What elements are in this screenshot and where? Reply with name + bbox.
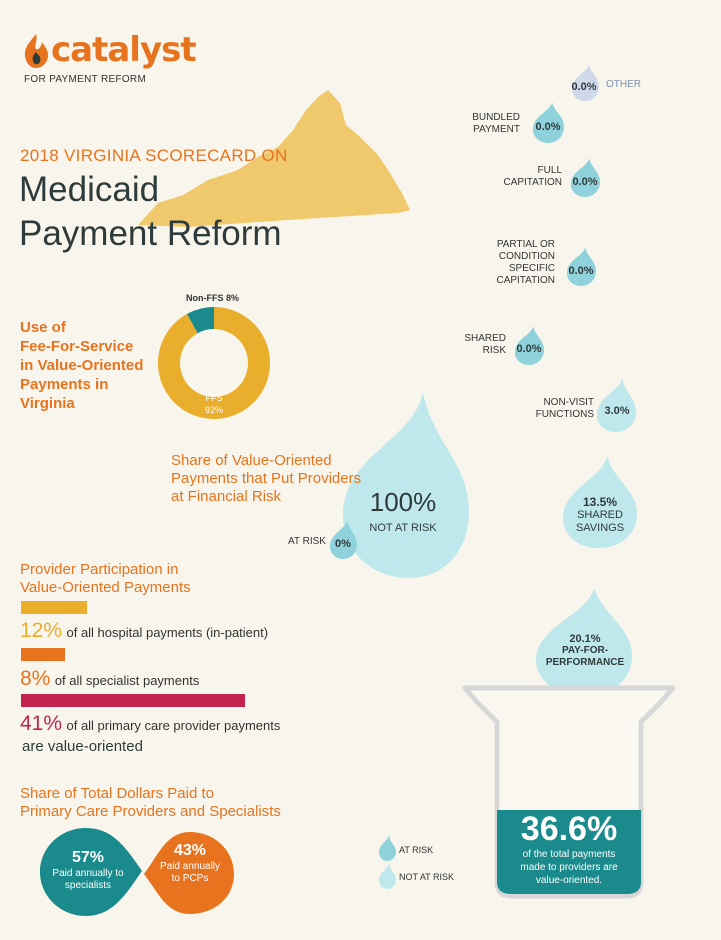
pcps-line: to PCPs <box>171 873 209 884</box>
specialists-text <box>42 848 134 892</box>
participation-bar-hospital <box>21 601 87 614</box>
beaker-text <box>497 810 641 887</box>
drop-label-bundled <box>450 112 520 136</box>
beaker-line: of the total payments <box>522 849 616 860</box>
participation-text: of all primary care provider payments <box>66 718 281 733</box>
specialists-line: specialists <box>64 880 112 891</box>
drop-label-non-visit <box>510 397 594 421</box>
participation-title-line: Provider Participation in <box>20 561 179 578</box>
label-line: FULL <box>537 165 562 176</box>
drop-text-shared-savings <box>560 496 640 535</box>
specialists-pct: 57% <box>71 849 105 866</box>
scorecard-label: 2018 VIRGINIA SCORECARD ON <box>20 146 288 165</box>
at-risk-label: AT RISK <box>288 536 326 547</box>
drop-text-p4p <box>540 633 630 669</box>
participation-row-hospital <box>20 619 268 643</box>
ffs-label-pct: 92% <box>204 405 223 415</box>
ffs-title-line: Virginia <box>20 395 75 412</box>
label-line: SHARED <box>464 333 506 344</box>
risk-title-line: Share of Value-Oriented <box>171 452 332 469</box>
drop-value-full-cap: 0.0% <box>572 176 598 188</box>
participation-bar-pcp <box>21 694 245 707</box>
legend-not-at-risk-icon <box>376 862 398 890</box>
label-line: FUNCTIONS <box>535 409 594 420</box>
drop-value-shared-risk: 0.0% <box>516 343 542 355</box>
label-line: SPECIFIC <box>508 263 555 274</box>
participation-bar-specialist <box>21 648 65 661</box>
legend-not-at-risk-label: NOT AT RISK <box>399 872 455 882</box>
specialists-line: Paid annually to <box>52 868 124 879</box>
label-line: RISK <box>482 345 506 356</box>
label-line: CAPITATION <box>496 275 555 286</box>
beaker-line: made to providers are <box>520 862 618 873</box>
legend-at-risk-icon <box>376 834 398 862</box>
ffs-title-line: in Value-Oriented <box>20 357 144 374</box>
ffs-label <box>188 392 240 416</box>
drop-label-partial-cap <box>470 239 555 287</box>
participation-row-pcp <box>20 712 280 736</box>
label-line: CAPITATION <box>503 177 562 188</box>
participation-pct: 41% <box>20 712 63 735</box>
drop-label-shared-risk <box>440 333 506 357</box>
ffs-label-text: FFS <box>205 393 223 403</box>
participation-pct: 12% <box>20 619 63 642</box>
label-line: PAY-FOR- <box>561 645 609 656</box>
drop-value-partial-cap: 0.0% <box>568 265 594 277</box>
drop-value-other: 0.0% <box>571 81 597 93</box>
not-at-risk-label: NOT AT RISK <box>369 522 437 534</box>
page-title <box>19 168 282 256</box>
participation-pct: 8% <box>20 667 51 690</box>
pcps-pct: 43% <box>173 842 207 859</box>
ffs-title <box>20 318 143 413</box>
drop-label-other: OTHER <box>606 79 641 90</box>
label-line: PAYMENT <box>473 124 520 135</box>
participation-suffix: are value-oriented <box>22 738 143 755</box>
participation-text: of all specialist payments <box>54 673 200 688</box>
drop-value-p4p: 20.1% <box>569 633 601 645</box>
drop-value-shared-savings: 13.5% <box>582 495 618 509</box>
flame-icon <box>21 32 51 70</box>
dollars-title-line: Primary Care Providers and Specialists <box>20 803 281 820</box>
dollars-title-line: Share of Total Dollars Paid to <box>20 785 214 802</box>
pcps-text <box>152 841 228 885</box>
logo-subtitle: FOR PAYMENT REFORM <box>24 74 147 85</box>
logo-wordmark: catalyst <box>51 30 196 70</box>
ffs-title-line: Use of <box>20 319 66 336</box>
nonffs-label: Non-FFS 8% <box>186 293 239 303</box>
label-line: NON-VISIT <box>543 397 594 408</box>
label-line: CONDITION <box>498 251 555 262</box>
participation-title <box>20 561 191 597</box>
risk-title <box>171 452 361 506</box>
beaker-line: value-oriented. <box>535 875 603 886</box>
at-risk-value: 0% <box>335 538 351 550</box>
drop-value-bundled: 0.0% <box>535 121 561 133</box>
dollars-title <box>20 785 281 821</box>
label-line: BUNDLED <box>472 112 520 123</box>
drop-value-non-visit: 3.0% <box>604 405 630 417</box>
participation-text: of all hospital payments (in-patient) <box>66 625 269 640</box>
label-line: SHARED <box>577 509 623 521</box>
label-line: SAVINGS <box>575 522 625 534</box>
title-line-1: Medicaid <box>19 170 160 209</box>
legend-at-risk-label: AT RISK <box>399 845 434 855</box>
ffs-title-line: Payments in <box>20 376 109 393</box>
label-line: PARTIAL OR <box>496 239 555 250</box>
risk-title-line: at Financial Risk <box>171 488 282 505</box>
pcps-line: Paid annually <box>159 861 221 872</box>
beaker-value: 36.6% <box>520 810 618 848</box>
participation-title-line: Value-Oriented Payments <box>20 579 191 596</box>
title-line-2: Payment Reform <box>19 214 282 253</box>
participation-row-specialist <box>20 667 199 691</box>
risk-title-line: Payments that Put Providers <box>171 470 362 487</box>
ffs-title-line: Fee-For-Service <box>20 338 134 355</box>
not-at-risk-value: 100% <box>369 487 437 517</box>
label-line: PERFORMANCE <box>545 657 625 668</box>
drop-label-full-cap <box>480 165 562 189</box>
